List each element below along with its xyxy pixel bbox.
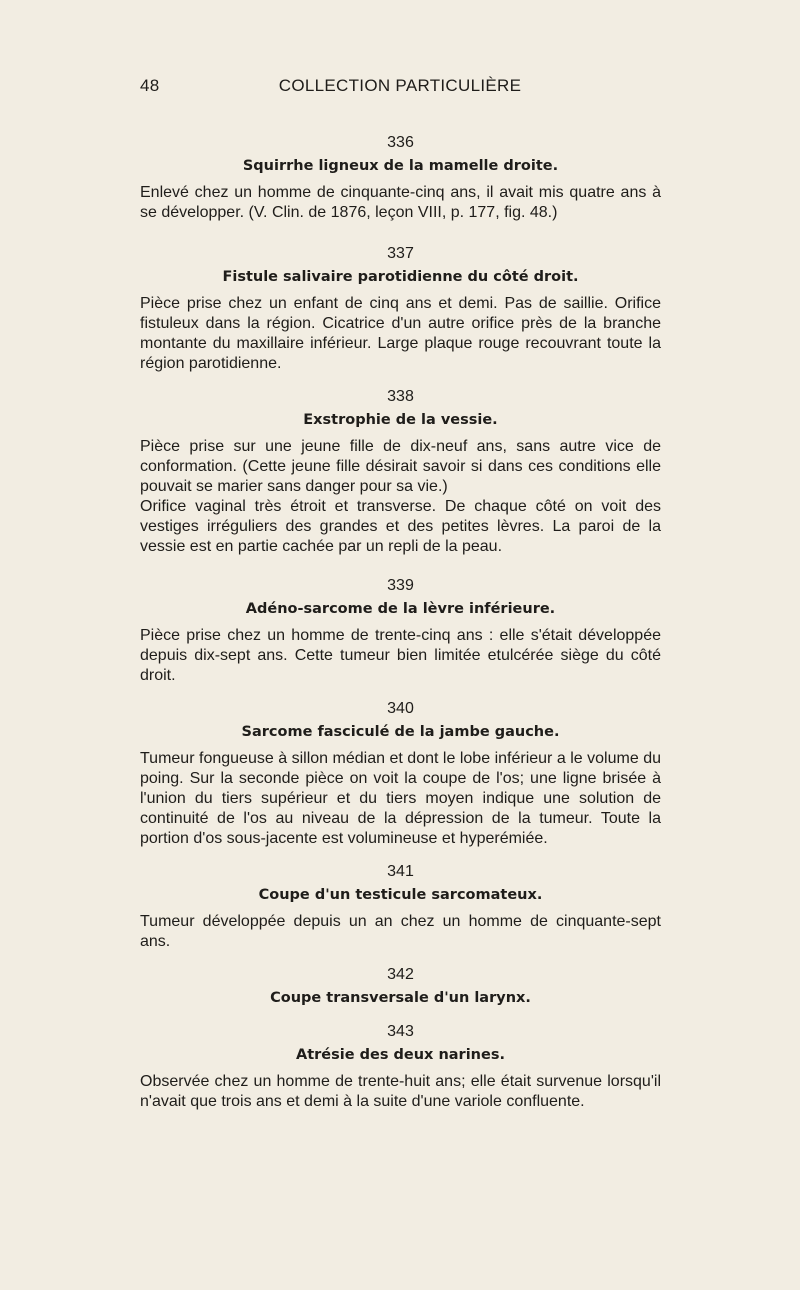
entry-number: 341 <box>387 863 414 880</box>
entry-paragraph: Tumeur développée depuis un an chez un homme de cinquante-sept ans. <box>140 913 661 950</box>
entry-paragraph: Pièce prise sur une jeune fille de dix-neuf ans, sans autre vice de conformation. (Cette jeune fille désirait savoir si dans ces conditions elle pouvait se marier sans danger pour sa vie.) <box>140 438 661 495</box>
entry-number: 340 <box>387 700 414 717</box>
entry-340 <box>140 698 661 849</box>
entry-341 <box>140 861 661 952</box>
page-header <box>140 76 660 100</box>
entry-337 <box>140 243 661 374</box>
entry-paragraph: Enlevé chez un homme de cinquante-cinq ans, il avait mis quatre ans à se développer. (V. Clin. de 1876, leçon VIII, p. 177, fig. 48.) <box>140 184 661 221</box>
entry-343 <box>140 1021 661 1112</box>
entry-paragraph: Pièce prise chez un homme de trente-cinq ans : elle s'était développée depuis dix-sept ans. Cette tumeur bien limitée etulcérée siège du côté droit. <box>140 627 661 684</box>
entry-number: 337 <box>387 245 414 262</box>
page-number: 48 <box>140 76 160 95</box>
entry-title: Sarcome fasciculé de la jambe gauche. <box>241 724 560 740</box>
entry-339 <box>140 575 661 686</box>
entry-number: 343 <box>387 1023 414 1040</box>
catalogue-entries <box>140 126 661 1112</box>
entry-number: 336 <box>387 134 414 151</box>
running-title: COLLECTION PARTICULIÈRE <box>278 76 522 95</box>
entry-number: 338 <box>387 388 414 405</box>
entry-paragraph: Orifice vaginal très étroit et transverse. De chaque côté on voit des vestiges irréguliers des grandes et des petites lèvres. La paroi de la vessie est en partie cachée par un repli de la peau. <box>140 498 661 555</box>
entry-336 <box>140 132 661 223</box>
entry-title: Coupe transversale d'un larynx. <box>270 990 531 1006</box>
entry-number: 342 <box>387 966 414 983</box>
entry-title: Squirrhe ligneux de la mamelle droite. <box>242 158 559 174</box>
entry-number: 339 <box>387 577 414 594</box>
entry-title: Atrésie des deux narines. <box>296 1047 505 1063</box>
entry-title: Exstrophie de la vessie. <box>303 412 498 428</box>
entry-paragraph: Observée chez un homme de trente-huit ans; elle était survenue lorsqu'il n'avait que trois ans et demi à la suite d'une variole confluente. <box>140 1073 661 1110</box>
entry-title: Adéno-sarcome de la lèvre inférieure. <box>245 601 556 617</box>
entry-paragraph: Tumeur fongueuse à sillon médian et dont le lobe inférieur a le volume du poing. Sur la seconde pièce on voit la coupe de l'os; une ligne brisée à l'union du tiers supérieur et du tiers moyen indique une solution de continuité de l'os au niveau de la dépression de la tumeur. Toute la portion d'os sous-jacente est volumineuse et hyperémiée. <box>140 750 661 847</box>
entry-342 <box>140 964 661 1009</box>
entry-title: Fistule salivaire parotidienne du côté droit. <box>222 269 579 285</box>
entry-paragraph: Pièce prise chez un enfant de cinq ans et demi. Pas de saillie. Orifice fistuleux dans la région. Cicatrice d'un autre orifice près de la branche montante du maxillaire inférieur. Large plaque rouge recouvrant toute la région parotidienne. <box>140 295 661 372</box>
entry-title: Coupe d'un testicule sarcomateux. <box>258 887 543 903</box>
entry-338 <box>140 386 661 557</box>
